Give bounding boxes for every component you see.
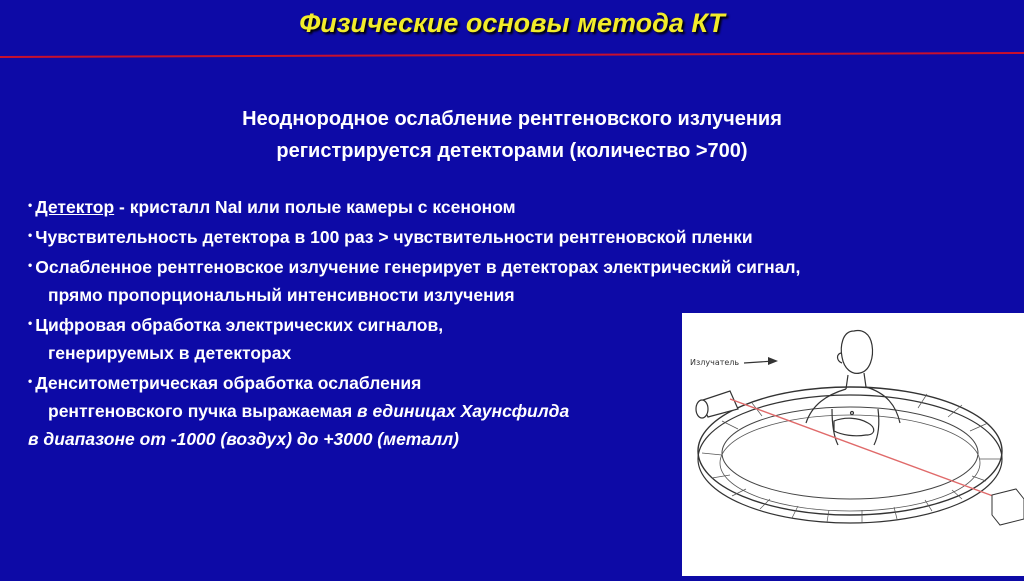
bullet-dot-icon: • xyxy=(28,198,33,212)
emitter-label: Излучатель xyxy=(690,358,740,367)
bullet-item-sensitivity xyxy=(28,221,988,251)
bullet-dot-icon: • xyxy=(28,316,33,330)
signal-text-line-2: прямо пропорциональный интенсивности излучения xyxy=(48,285,515,305)
sensitivity-text: Чувствительность детектора в 100 раз > чувствительности рентгеновской пленки xyxy=(35,227,753,247)
bullet-dot-icon: • xyxy=(28,374,33,388)
bullet-dot-icon: • xyxy=(28,258,33,272)
digital-text-line-1: Цифровая обработка электрических сигналов, xyxy=(35,315,444,335)
detector-definition: - кристалл NaI или полые камеры с ксеноном xyxy=(114,197,516,217)
ct-scanner-illustration xyxy=(682,313,1024,576)
subtitle-line-1: Неоднородное ослабление рентгеновского излучения xyxy=(242,108,782,130)
detector-term: Детектор xyxy=(35,197,115,217)
xray-tube xyxy=(696,391,738,418)
xray-beam xyxy=(730,399,1012,503)
arrow-right-icon xyxy=(768,357,778,365)
bullet-item-signal xyxy=(28,251,988,281)
hounsfield-units: в единицах Хаунсфилда xyxy=(357,401,570,421)
slide-title: Физические основы метода КТ xyxy=(299,8,725,38)
ct-detector-ring-drawing xyxy=(682,313,1024,576)
subtitle-line-2: регистрируется детекторами (количество >700) xyxy=(276,140,748,162)
densitometry-plain: рентгеновского пучка выражаемая xyxy=(48,401,358,421)
densitometry-text-line-1: Денситометрическая обработка ослабления xyxy=(35,373,422,393)
title-divider xyxy=(0,52,1024,58)
bullet-dot-icon: • xyxy=(28,228,33,242)
digital-text-line-2: генерируемых в детекторах xyxy=(48,343,292,363)
slide-subtitle xyxy=(0,103,1024,167)
signal-text-line-1: Ослабленное рентгеновское излучение генерирует в детекторах электрический сигнал, xyxy=(35,257,801,277)
detector-box xyxy=(992,489,1024,525)
bullet-item-detector xyxy=(28,191,988,221)
hounsfield-range: в диапазоне от -1000 (воздух) до +3000 (металл) xyxy=(28,429,459,449)
